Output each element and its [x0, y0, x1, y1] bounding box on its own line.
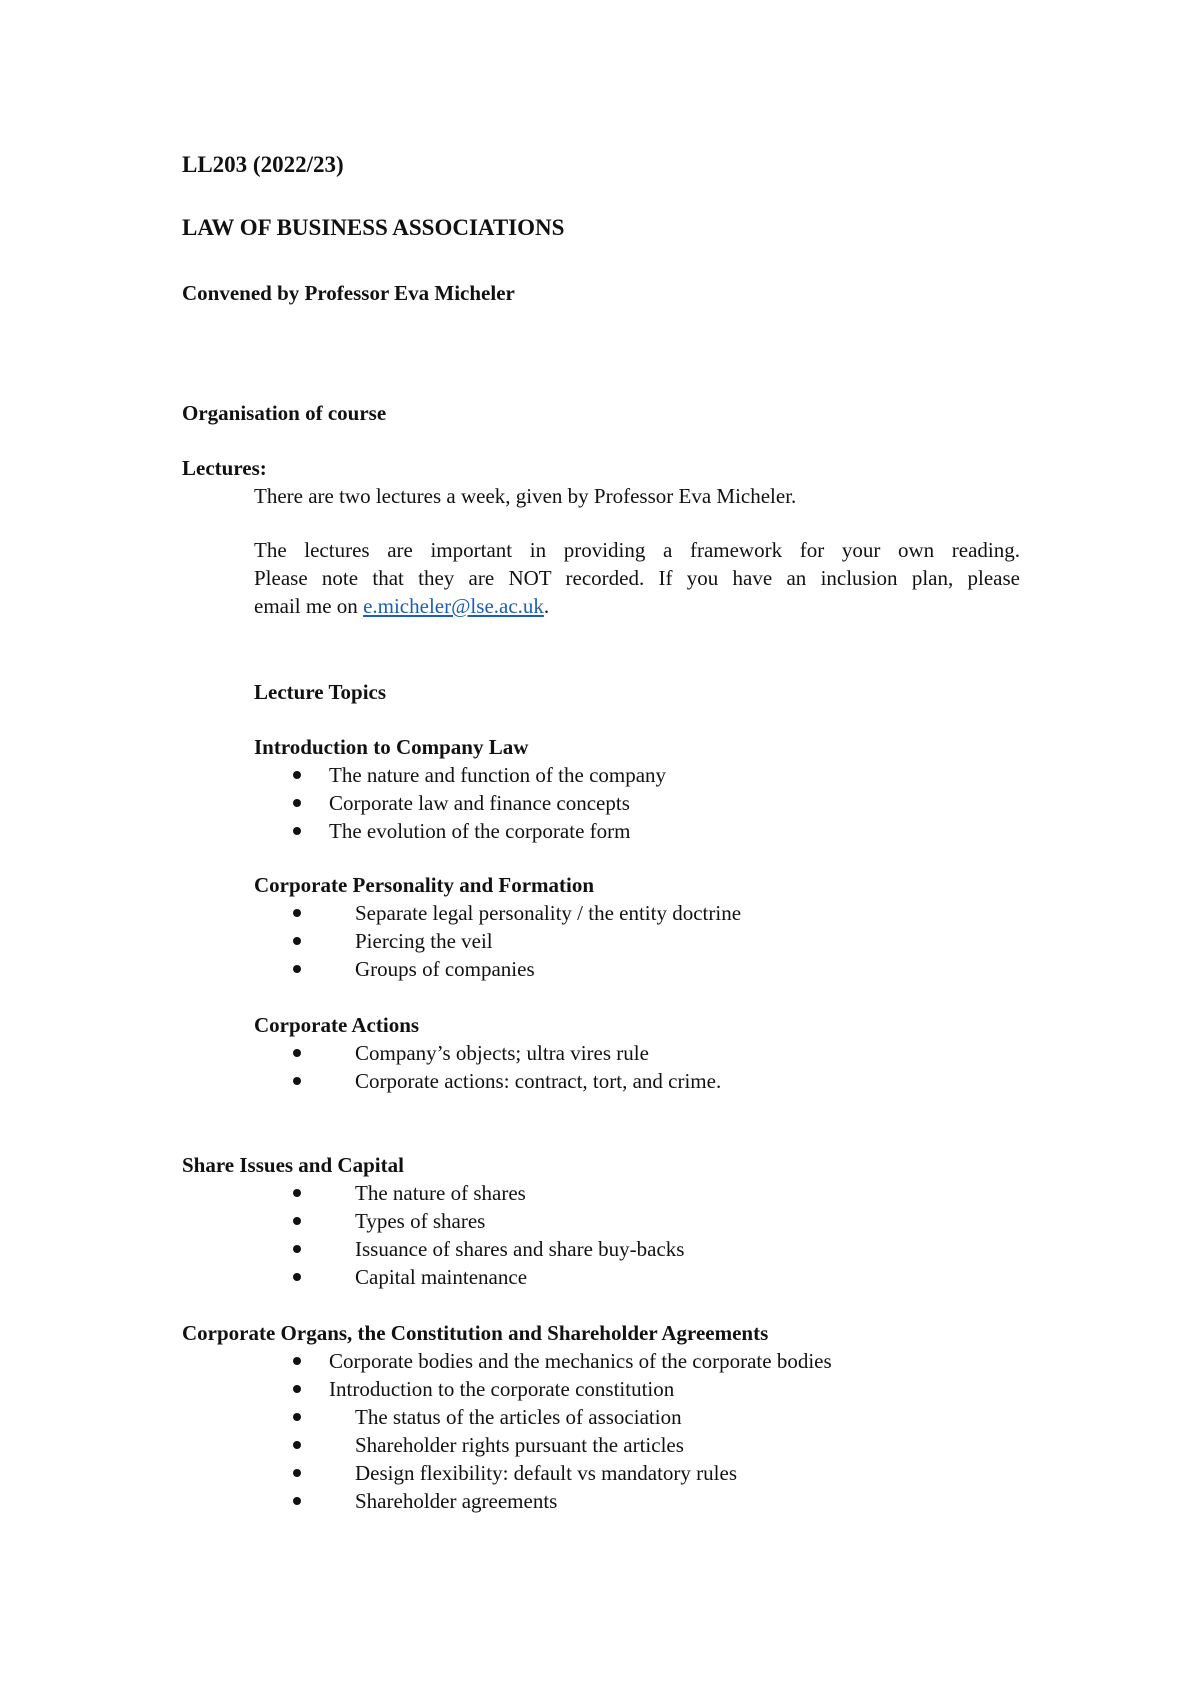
- bullet-icon: [293, 1357, 301, 1365]
- bullet-icon: [293, 1469, 301, 1477]
- section-title: Share Issues and Capital: [182, 1153, 404, 1177]
- lectures-label: Lectures:: [182, 456, 267, 480]
- bullet-icon: [293, 799, 301, 807]
- list-item-text: Groups of companies: [355, 957, 535, 981]
- list-item-text: Shareholder agreements: [355, 1489, 558, 1513]
- list-item-text: The nature of shares: [355, 1181, 526, 1205]
- bullet-icon: [293, 909, 301, 917]
- bullet-icon: [293, 1077, 301, 1085]
- lecture-topics-heading: Lecture Topics: [254, 680, 387, 704]
- organisation-heading: Organisation of course: [182, 401, 387, 425]
- lectures-line-text: There are two lectures a week, given by Professor Eva Micheler.: [254, 484, 797, 508]
- bullet-icon: [293, 1217, 301, 1225]
- list-item-text: The status of the articles of association: [355, 1405, 682, 1429]
- section-title: Corporate Organs, the Constitution and Shareholder Agreements: [182, 1321, 769, 1345]
- course-title: LAW OF BUSINESS ASSOCIATIONS: [182, 215, 565, 240]
- list-item-text: Corporate bodies and the mechanics of the corporate bodies: [329, 1349, 832, 1373]
- list-item-text: The nature and function of the company: [329, 763, 667, 787]
- list-item-text: Design flexibility: default vs mandatory rules: [355, 1461, 737, 1485]
- list-item-text: Types of shares: [355, 1209, 486, 1233]
- list-item-text: Corporate law and finance concepts: [329, 791, 630, 815]
- list-item-text: Shareholder rights pursuant the articles: [355, 1433, 684, 1457]
- list-item-text: Corporate actions: contract, tort, and crime.: [355, 1069, 722, 1093]
- paragraph-line-1: The lectures are important in providing a framework for your own reading.: [254, 538, 1020, 562]
- list-item-text: Piercing the veil: [355, 929, 493, 953]
- bullet-icon: [293, 827, 301, 835]
- bullet-icon: [293, 937, 301, 945]
- list-item-text: Issuance of shares and share buy-backs: [355, 1237, 685, 1261]
- email-prefix: email me on: [254, 594, 364, 618]
- bullet-icon: [293, 771, 301, 779]
- email-suffix: .: [543, 594, 550, 618]
- list-item-text: Separate legal personality / the entity doctrine: [355, 901, 742, 925]
- lectures-line: [254, 482, 1020, 510]
- bullet-icon: [293, 1497, 301, 1505]
- paragraph-line-2: Please note that they are NOT recorded. If you have an inclusion plan, please: [254, 566, 1020, 590]
- bullet-icon: [293, 1245, 301, 1253]
- bullet-icon: [293, 1385, 301, 1393]
- list-item-text: Company’s objects; ultra vires rule: [355, 1041, 649, 1065]
- bullet-icon: [293, 1273, 301, 1281]
- bullet-icon: [293, 1413, 301, 1421]
- lectures-paragraph: [254, 536, 1020, 620]
- list-item-text: The evolution of the corporate form: [329, 819, 631, 843]
- convener-line: Convened by Professor Eva Micheler: [182, 281, 515, 305]
- list-item-text: Introduction to the corporate constitution: [329, 1377, 675, 1401]
- bullet-icon: [293, 1049, 301, 1057]
- bullet-icon: [293, 965, 301, 973]
- paragraph-line-3: [254, 592, 1020, 620]
- bullet-icon: [293, 1189, 301, 1197]
- list-item-text: Capital maintenance: [355, 1265, 528, 1289]
- section-title: Corporate Personality and Formation: [254, 873, 595, 897]
- section-title: Introduction to Company Law: [254, 735, 529, 759]
- bullet-icon: [293, 1441, 301, 1449]
- course-code: LL203 (2022/23): [182, 152, 344, 177]
- section-title: Corporate Actions: [254, 1013, 420, 1037]
- email-link[interactable]: e.micheler@lse.ac.uk: [363, 594, 544, 618]
